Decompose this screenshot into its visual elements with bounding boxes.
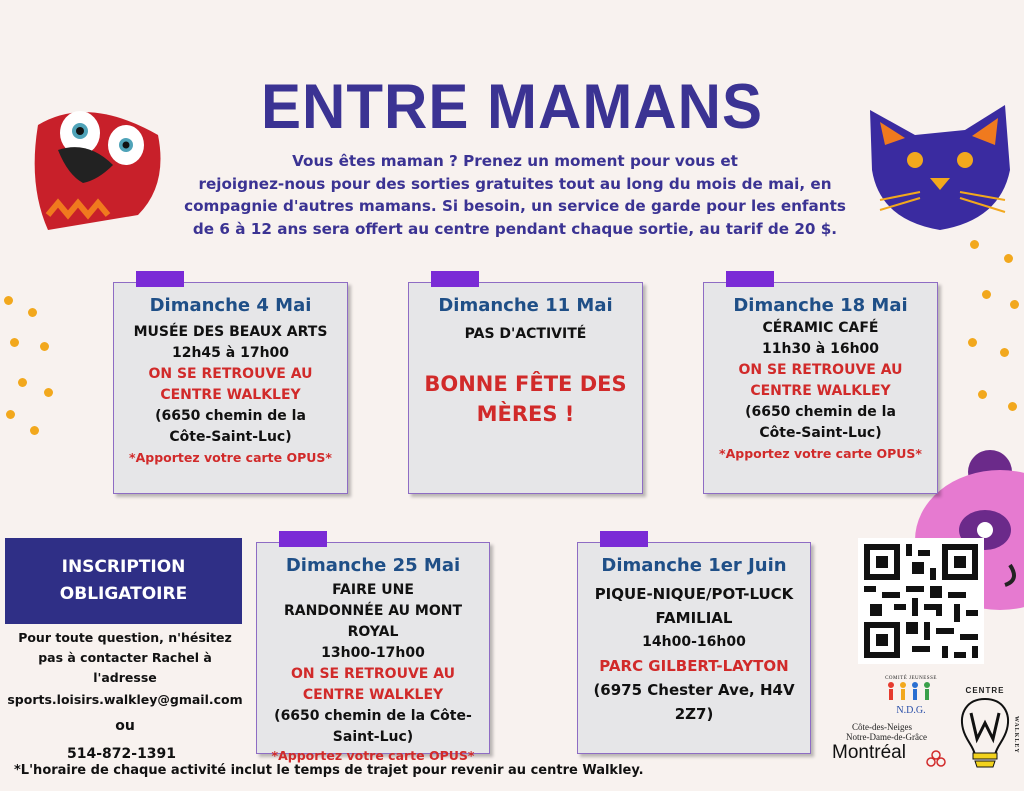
lightbulb-icon xyxy=(955,695,1015,775)
registration-line: INSCRIPTION xyxy=(61,557,186,577)
event-activity: CÉRAMIC CAFÉ xyxy=(762,320,879,336)
event-note: *Apportez votre carte OPUS* xyxy=(271,748,475,763)
event-address: (6650 chemin de la Côte-Saint-Luc) xyxy=(274,708,472,745)
intro-text xyxy=(150,150,880,240)
montreal-borough-logo xyxy=(830,722,950,764)
contact-phone[interactable]: 514-872-1391 xyxy=(67,746,177,762)
contact-text: Pour toute question, n'hésitez pas à contacter Rachel à l'adresse xyxy=(18,630,232,685)
event-date: Dimanche 25 Mai xyxy=(285,555,461,576)
contact-info xyxy=(5,628,245,764)
event-activity: PAS D'ACTIVITÉ xyxy=(464,326,587,342)
tape xyxy=(600,531,648,547)
event-activity: MUSÉE DES BEAUX ARTS xyxy=(133,324,328,340)
event-meeting-point: ON SE RETROUVE AU CENTRE WALKLEY xyxy=(148,366,313,403)
intro-line: de 6 à 12 ans sera offert au centre pendant chaque sortie, au tarif de 20 $. xyxy=(192,219,838,238)
intro-line: rejoignez-nous pour des sorties gratuites tout au long du mois de mai, en xyxy=(198,174,832,193)
children-figures-icon xyxy=(883,681,939,701)
event-time: 13h00-17h00 xyxy=(321,645,425,661)
event-address: (6650 chemin de la Côte-Saint-Luc) xyxy=(155,408,306,445)
event-activity: FAIRE UNE RANDONNÉE AU MONT ROYAL xyxy=(283,582,463,640)
mothers-day-message: BONNE FÊTE DES MÈRES ! xyxy=(424,372,627,426)
event-time: 12h45 à 17h00 xyxy=(171,345,290,361)
decorative-dots-right xyxy=(960,230,1024,430)
ndg-label: N.D.G. xyxy=(896,705,926,716)
event-time: 11h30 à 16h00 xyxy=(761,341,880,357)
event-activity: PIQUE-NIQUE/POT-LUCK FAMILIAL xyxy=(594,585,794,627)
centre-walkley-logo xyxy=(955,686,1019,778)
registration-badge xyxy=(5,538,242,624)
event-meeting-point: PARC GILBERT-LAYTON xyxy=(599,657,789,675)
borough-line: Notre-Dame-de-Grâce xyxy=(846,732,927,742)
tape xyxy=(431,271,479,287)
event-date: Dimanche 11 Mai xyxy=(438,295,613,316)
intro-line: Vous êtes maman ? Prenez un moment pour vous et xyxy=(292,152,738,170)
borough-line: Côte-des-Neiges xyxy=(852,722,912,732)
event-note: *Apportez votre carte OPUS* xyxy=(719,446,922,461)
event-note: *Apportez votre carte OPUS* xyxy=(129,450,332,465)
tape xyxy=(726,271,774,287)
decorative-dots-left xyxy=(0,290,60,440)
montreal-wordmark: Montréal xyxy=(832,742,906,763)
event-time: 14h00-16h00 xyxy=(642,634,746,650)
walkley-label: WALKLEY xyxy=(1013,716,1019,754)
event-address: (6975 Chester Ave, H4V 2Z7) xyxy=(593,681,795,723)
footnote: *L'horaire de chaque activité inclut le temps de trajet pour revenir au centre Walkley. xyxy=(14,763,644,778)
event-meeting-point: ON SE RETROUVE AU CENTRE WALKLEY xyxy=(290,666,455,703)
tape xyxy=(136,271,184,287)
montreal-flower-icon xyxy=(926,750,946,770)
registration-line: OBLIGATOIRE xyxy=(59,584,188,604)
event-address: (6650 chemin de la Côte-Saint-Luc) xyxy=(745,404,896,441)
contact-email[interactable]: sports.loisirs.walkley@gmail.com xyxy=(7,692,243,707)
tape xyxy=(279,531,327,547)
event-date: Dimanche 1er Juin xyxy=(601,555,787,576)
event-meeting-point: ON SE RETROUVE AU CENTRE WALKLEY xyxy=(738,362,903,399)
contact-or: ou xyxy=(115,718,135,734)
page-title: ENTRE MAMANS xyxy=(261,71,763,142)
comite-label: COMITÉ JEUNESSE xyxy=(885,676,937,681)
event-card-june-1 xyxy=(577,542,811,754)
event-card-may-18 xyxy=(703,282,938,494)
event-card-may-4 xyxy=(113,282,348,494)
event-date: Dimanche 4 Mai xyxy=(149,295,312,316)
event-date: Dimanche 18 Mai xyxy=(733,295,908,316)
centre-label: CENTRE xyxy=(965,686,1005,695)
comite-jeunesse-ndg-logo xyxy=(880,676,942,716)
qr-code[interactable] xyxy=(858,538,984,664)
event-card-may-25 xyxy=(256,542,490,763)
intro-line: compagnie d'autres mamans. Si besoin, un service de garde pour les enfants xyxy=(184,197,846,215)
event-card-may-11 xyxy=(408,282,643,494)
